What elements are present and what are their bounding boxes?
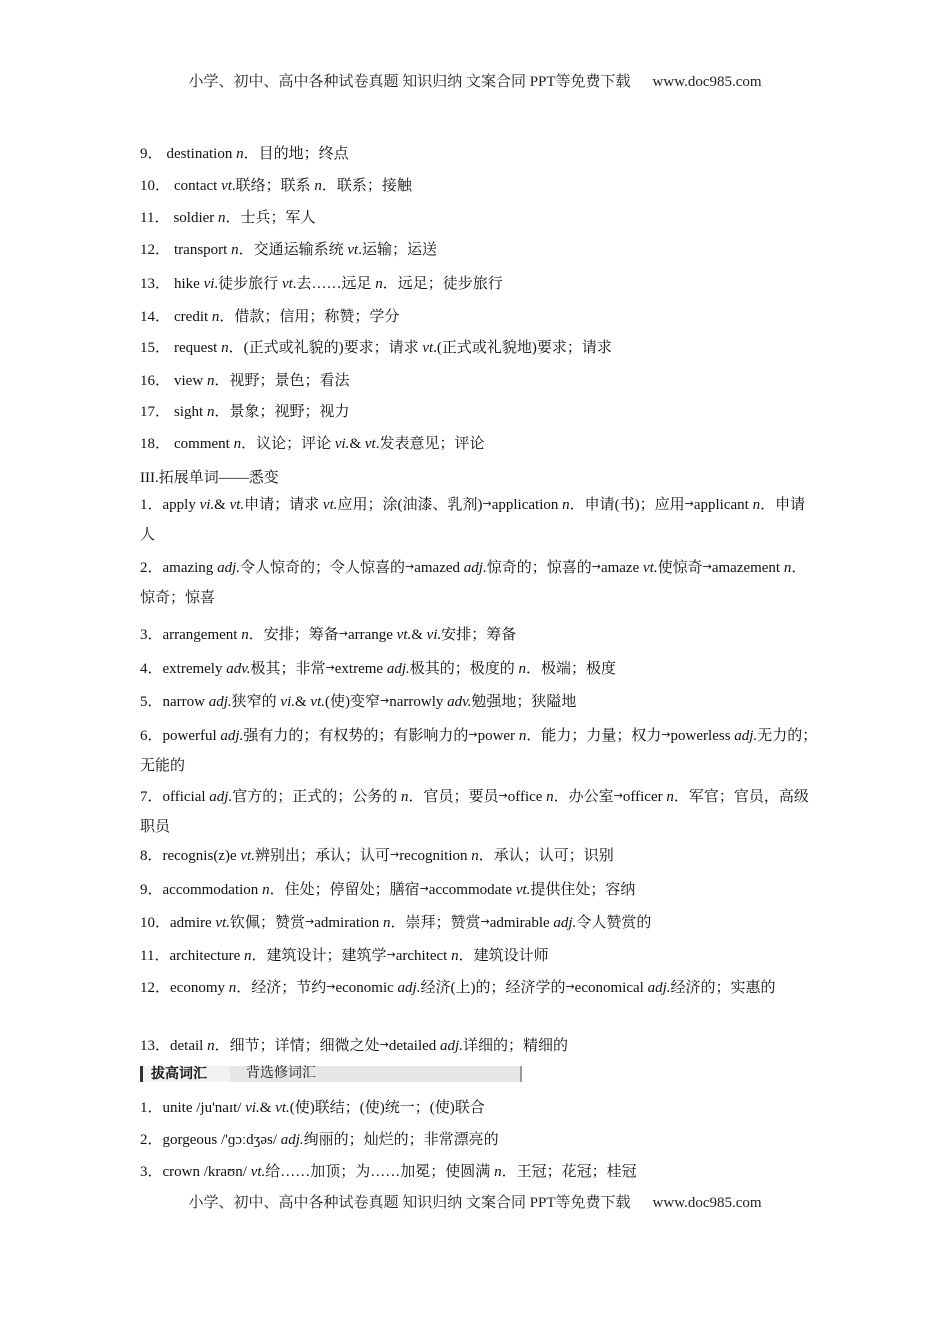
word-entry: 12． transport n．交通运输系统 vt.运输；运送 — [140, 242, 437, 258]
word-entry: 16． view n．视野；景色；看法 — [140, 373, 350, 389]
advanced-vocab-banner — [140, 1066, 522, 1082]
word-entry: 6．powerful adj.强有力的；有权势的；有影响力的→power n．能力；力量；权力→powerless adj.无力的；无能的 — [140, 728, 818, 774]
word-entry: 8．recognis(z)e vt.辨别出；承认；认可→recognition n．承认；认可；识别 — [140, 848, 614, 864]
word-entry: 10． contact vt.联络；联系 n．联系；接触 — [140, 178, 412, 194]
word-entry: 17． sight n．景象；视野；视力 — [140, 404, 350, 420]
word-entry: 2．gorgeous /'ɡɔːdʒəs/ adj.绚丽的；灿烂的；非常漂亮的 — [140, 1132, 499, 1148]
header-text: 小学、初中、高中各种试卷真题 知识归纳 文案合同 PPT等免费下载 — [188, 74, 631, 90]
word-entry: 7．official adj.官方的；正式的；公务的 n．官员；要员→office n．办公室→officer n．军官；官员，高级职员 — [140, 789, 809, 835]
word-entry: 9． destination n．目的地；终点 — [140, 146, 349, 162]
word-entry: 2．amazing adj.令人惊奇的；令人惊喜的→amazed adj.惊奇的；惊喜的→amaze vt.使惊奇→amazement n．惊奇；惊喜 — [140, 560, 807, 606]
word-entry: 1．apply vi.& vt.申请；请求 vt.应用；涂(油漆、乳剂)→application n．申请(书)；应用→applicant n．申请人 — [140, 497, 806, 543]
word-entry: 13．detail n．细节；详情；细微之处→detailed adj.详细的；精细的 — [140, 1038, 568, 1054]
section-title-extended: III.拓展单词——悉变 — [140, 470, 279, 486]
word-entry: 18． comment n．议论；评论 vi.& vt.发表意见；评论 — [140, 436, 485, 452]
page-header — [0, 70, 950, 91]
page-footer — [0, 1191, 950, 1212]
word-entry: 15． request n．(正式或礼貌的)要求；请求 vt.(正式或礼貌地)要求；请求 — [140, 340, 612, 356]
footer-text: 小学、初中、高中各种试卷真题 知识归纳 文案合同 PPT等免费下载 — [188, 1195, 631, 1211]
word-entry: 13． hike vi.徒步旅行 vt.去……远足 n．远足；徒步旅行 — [140, 276, 503, 292]
word-entry: 12．economy n．经济；节约→economic adj.经济(上)的；经济学的→economical adj.经济的；实惠的 — [140, 980, 776, 996]
word-entry: 9．accommodation n．住处；停留处；膳宿→accommodate vt.提供住处；容纳 — [140, 882, 636, 898]
word-entry: 14． credit n．借款；信用；称赞；学分 — [140, 309, 400, 325]
word-entry: 10．admire vt.钦佩；赞赏→admiration n．崇拜；赞赏→admirable adj.令人赞赏的 — [140, 915, 652, 931]
word-entry: 4．extremely adv.极其；非常→extreme adj.极其的；极度的 n．极端；极度 — [140, 661, 617, 677]
word-entry: 3．arrangement n．安排；筹备→arrange vt.& vi.安排；筹备 — [140, 627, 517, 643]
word-entry: 3．crown /kraʊn/ vt.给……加顶；为……加冕；使圆满 n．王冠；花冠；桂冠 — [140, 1164, 637, 1180]
banner-tag: 拔高词汇 — [140, 1066, 230, 1082]
header-url: www.doc985.com — [652, 74, 762, 90]
word-entry: 5．narrow adj.狭窄的 vi.& vt.(使)变窄→narrowly adv.勉强地；狭隘地 — [140, 694, 577, 710]
footer-url: www.doc985.com — [652, 1195, 762, 1211]
word-entry: 11． soldier n．士兵；军人 — [140, 210, 316, 226]
banner-subtitle: 背选修词汇 — [246, 1066, 316, 1081]
word-entry: 11．architecture n．建筑设计；建筑学→architect n．建筑设计师 — [140, 948, 549, 964]
word-entry: 1．unite /ju'naɪt/ vi.& vt.(使)联结；(使)统一；(使)联合 — [140, 1100, 485, 1116]
